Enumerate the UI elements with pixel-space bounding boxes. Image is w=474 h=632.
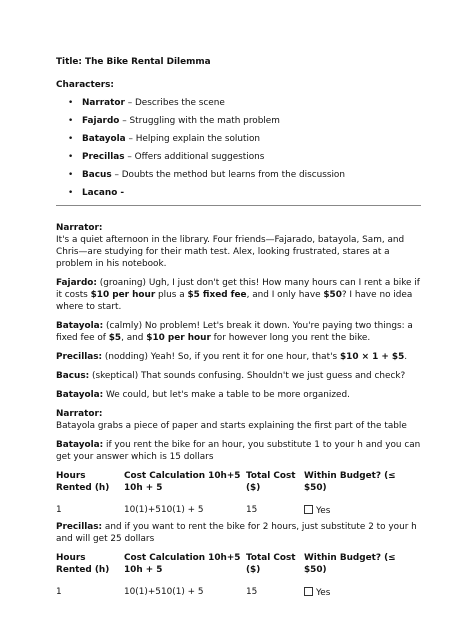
list-item <box>68 133 421 145</box>
line-text: We could, but let's make a table to be more organized. <box>103 390 350 400</box>
table-row <box>56 494 404 517</box>
table-header: Total Cost ($) <box>246 553 296 575</box>
line-emphasis: $10 × 1 + $5 <box>339 352 405 362</box>
table-header: Total Cost ($) <box>246 471 296 493</box>
line-text: if you rent the bike for an hour, you substitute 1 to your h and you can get your answer which is 15 dollars <box>56 440 421 462</box>
batayola-line <box>56 439 421 463</box>
narrator-label: Narrator: <box>56 409 103 419</box>
line-text: , and <box>121 333 147 343</box>
narrator-label: Narrator: <box>56 223 103 233</box>
speaker-label: Precillas: <box>56 522 103 532</box>
speaker-label: Precillas: <box>56 352 103 362</box>
speaker-label: Fajardo: <box>56 278 97 288</box>
characters-list <box>56 97 421 199</box>
line-text: ? I have no idea where to start. <box>56 290 413 312</box>
section-divider <box>56 205 421 206</box>
table-header: Within Budget? (≤ $50) <box>304 553 396 575</box>
table-row <box>56 576 404 599</box>
budget-answer: Yes <box>316 506 331 516</box>
table-header-row <box>56 552 404 576</box>
doc-title: Title: The Bike Rental Dilemma <box>56 57 211 67</box>
characters-heading: Characters: <box>56 80 114 90</box>
character-desc: – Describes the scene <box>124 98 225 108</box>
line-text: (groaning) Ugh, I just don't get this! How many hours can I rent a bike if it costs <box>56 278 420 300</box>
list-item <box>68 115 421 127</box>
batayola-line <box>56 320 421 344</box>
character-name: Lacano - <box>82 188 125 198</box>
speaker-label: Batayola: <box>56 440 104 450</box>
table-header: Cost Calculation 10h+5 10h + 5 <box>124 471 241 493</box>
line-text: (skeptical) That sounds confusing. Shouldn't we just guess and check? <box>89 371 406 381</box>
character-name: Batayola <box>82 134 126 144</box>
character-name: Precillas <box>82 152 125 162</box>
budget-answer: Yes <box>316 588 331 598</box>
character-desc: – Offers additional suggestions <box>124 152 265 162</box>
table-cell: 1 <box>56 587 62 597</box>
character-name: Narrator <box>82 98 125 108</box>
narrator-paragraph: It's a quiet afternoon in the library. Four friends—Fajarado, batayola, Sam, and Chris—are studying for their math test. Alex, looking frustrated, stares at a problem in his notebook. <box>56 235 405 269</box>
table-header-row <box>56 470 404 494</box>
table-header: Hours Rented (h) <box>56 553 110 575</box>
list-item <box>68 97 421 109</box>
line-emphasis: $50 <box>323 290 342 300</box>
document-body <box>56 56 421 603</box>
table-cell: 15 <box>246 505 258 515</box>
character-name: Bacus <box>82 170 112 180</box>
speaker-label: Batayola: <box>56 321 104 331</box>
line-text: . <box>404 352 408 362</box>
table-cell: 10(1)+510(1) + 5 <box>124 587 204 597</box>
batayola-line <box>56 389 421 401</box>
table-cell: 15 <box>246 587 258 597</box>
table-header: Cost Calculation 10h+5 10h + 5 <box>124 553 241 575</box>
list-item <box>68 169 421 181</box>
precillas-line <box>56 351 421 363</box>
line-text: , and I only have <box>246 290 324 300</box>
line-text: (nodding) Yeah! So, if you rent it for one hour, that's <box>102 352 340 362</box>
cost-table <box>56 552 404 599</box>
line-emphasis: $5 fixed fee <box>187 290 247 300</box>
table-cell <box>304 576 404 599</box>
list-item <box>68 187 421 199</box>
table-cell: 1 <box>56 505 62 515</box>
table-header: Within Budget? (≤ $50) <box>304 471 396 493</box>
precillas-line <box>56 521 421 545</box>
list-item <box>68 151 421 163</box>
cost-table <box>56 470 404 517</box>
line-text: and if you want to rent the bike for 2 hours, just substitute 2 to your h and will get 25 dollars <box>56 522 417 544</box>
character-desc: – Helping explain the solution <box>125 134 261 144</box>
line-emphasis: $10 per hour <box>146 333 211 343</box>
checkbox-icon <box>304 587 313 596</box>
fajardo-line <box>56 277 421 313</box>
speaker-label: Batayola: <box>56 390 104 400</box>
checkbox-icon <box>304 505 313 514</box>
character-desc: – Doubts the method but learns from the discussion <box>111 170 345 180</box>
table-header: Hours Rented (h) <box>56 471 110 493</box>
bacus-line <box>56 370 421 382</box>
speaker-label: Bacus: <box>56 371 90 381</box>
line-text: for however long you rent the bike. <box>210 333 371 343</box>
character-name: Fajardo <box>82 116 120 126</box>
table-cell: 10(1)+510(1) + 5 <box>124 505 204 515</box>
character-desc: – Struggling with the math problem <box>119 116 280 126</box>
narrator-paragraph: Batayola grabs a piece of paper and starts explaining the first part of the table <box>56 421 407 431</box>
line-text: plus a <box>155 290 188 300</box>
line-text: (calmly) No problem! Let's break it down. You're paying two things: a fixed fee of <box>56 321 413 343</box>
line-emphasis: $10 per hour <box>90 290 156 300</box>
table-cell <box>304 494 404 517</box>
line-emphasis: $5 <box>108 333 122 343</box>
